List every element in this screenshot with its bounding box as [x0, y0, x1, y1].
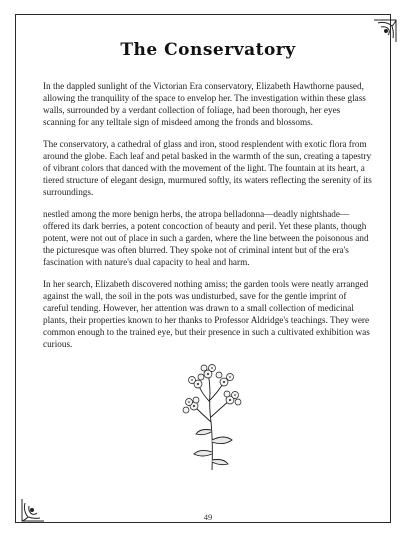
page-number: 49	[203, 512, 213, 522]
paragraph: In the dappled sunlight of the Victorian Era conservatory, Elizabeth Hawthorne paused, allowing the tranquility of the space to envelop her. The investigation within these glass walls, surrounded by a verdant collection of foliage, had been thorough, her eyes scanning for any telltale sign of misdeed among the fronds and blossoms.	[43, 81, 366, 127]
body-text	[43, 80, 373, 360]
flower-sprig-illustration	[172, 362, 250, 472]
paragraph: nestled among the more benign herbs, the atropa belladonna—deadly nightshade—offered its dark berries, a potent concoction of beauty and peril. Yet these plants, though potent, were not out of place in such a garden, where the line between the poisonous and the picturesque was often blurred. They spoke not of criminal intent but of the era's fascination with nature's dual capacity to heal and harm.	[43, 209, 369, 267]
paragraph: In her search, Elizabeth discovered nothing amiss; the garden tools were neatly arranged against the wall, the soil in the pots was undisturbed, save for the gentle imprint of careful tending. However, her attention was drawn to a small collection of medicinal plants, their properties known to her thanks to Professor Aldridge's teachings. They were common enough to the trained eye, but their presence in such a cultivated exhibition was curious.	[43, 279, 370, 349]
page-title: The Conservatory	[120, 40, 296, 60]
paragraph: The conservatory, a cathedral of glass and iron, stood resplendent with exotic flora from around the globe. Each leaf and petal basked in the warmth of the sun, creating a tapestry of vibrant colors that danced with the movement of the light. The fountain at its heart, a tiered structure of elegant design, murmured softly, its waters reflecting the serenity of its surroundings.	[43, 139, 372, 197]
